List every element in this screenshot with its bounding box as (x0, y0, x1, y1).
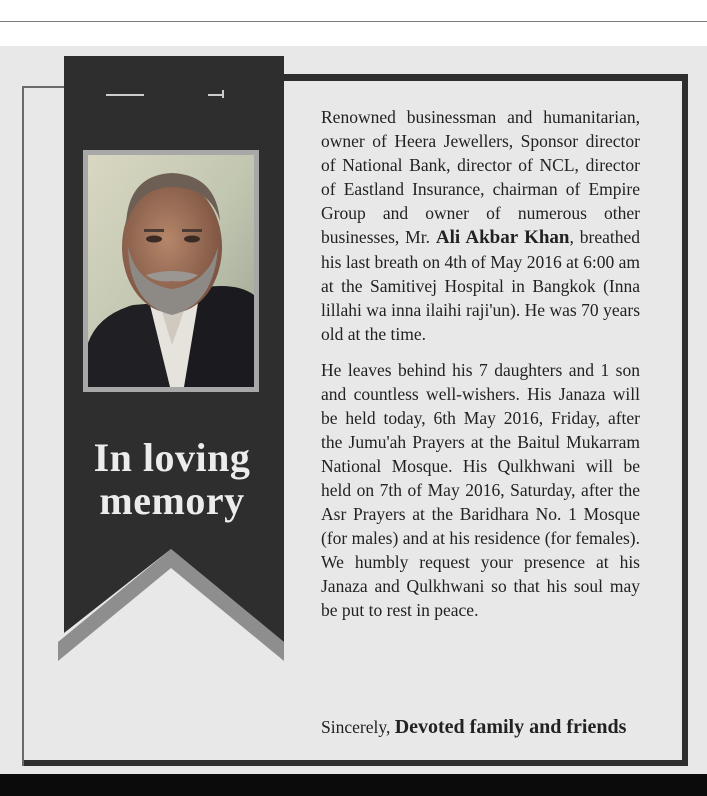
frame-border-top (282, 74, 688, 81)
ribbon-dash-tick (222, 90, 224, 98)
obituary-paragraph-1: Renowned businessman and humanitarian, owner of Heera Jewellers, Sponsor director of National Bank, director of NCL, director of Eastland Insurance, chairman of Empire Group and owner of numerous other businesses, Mr. Ali Akbar Khan, breathed his last breath on 4th of May 2016 at 6:00 am at the Samitivej Hospital in Bangkok (Inna lillahi wa inna ilaihi raji'un). He was 70 years old at the time. (321, 107, 641, 344)
ribbon-dash-right (208, 94, 222, 96)
obituary-text (321, 105, 640, 622)
ribbon-dash-left (106, 94, 144, 96)
obituary-paragraph-2: He leaves behind his 7 daughters and 1 son and countless well-wishers. His Janaza will be held today, 6th May 2016, Friday, after the Jumu'ah Prayers at the Baitul Mukarram National Mosque. His Qulkhwani will be held on 7th of May 2016, Saturday, after the Asr Prayers at the Baridhara No. 1 Mosque (for males) and at his residence (for females). We humbly request your presence at his Janaza and Qulkhwani so that his soul may be put to rest in peace. (321, 360, 640, 620)
bottom-band (0, 774, 707, 796)
frame-border-right (682, 74, 688, 766)
closing-line (321, 714, 626, 740)
signatory: Devoted family and friends (394, 716, 627, 738)
deceased-name: Ali Akbar Khan (435, 227, 570, 248)
in-loving-memory-title: In loving memory (93, 435, 251, 523)
closing-prefix: Sincerely, (321, 717, 391, 737)
portrait-photo (88, 155, 254, 387)
frame-border-bottom (22, 760, 688, 766)
top-rule (0, 21, 707, 22)
portrait-frame (83, 150, 259, 392)
frame-border-left (22, 86, 24, 766)
